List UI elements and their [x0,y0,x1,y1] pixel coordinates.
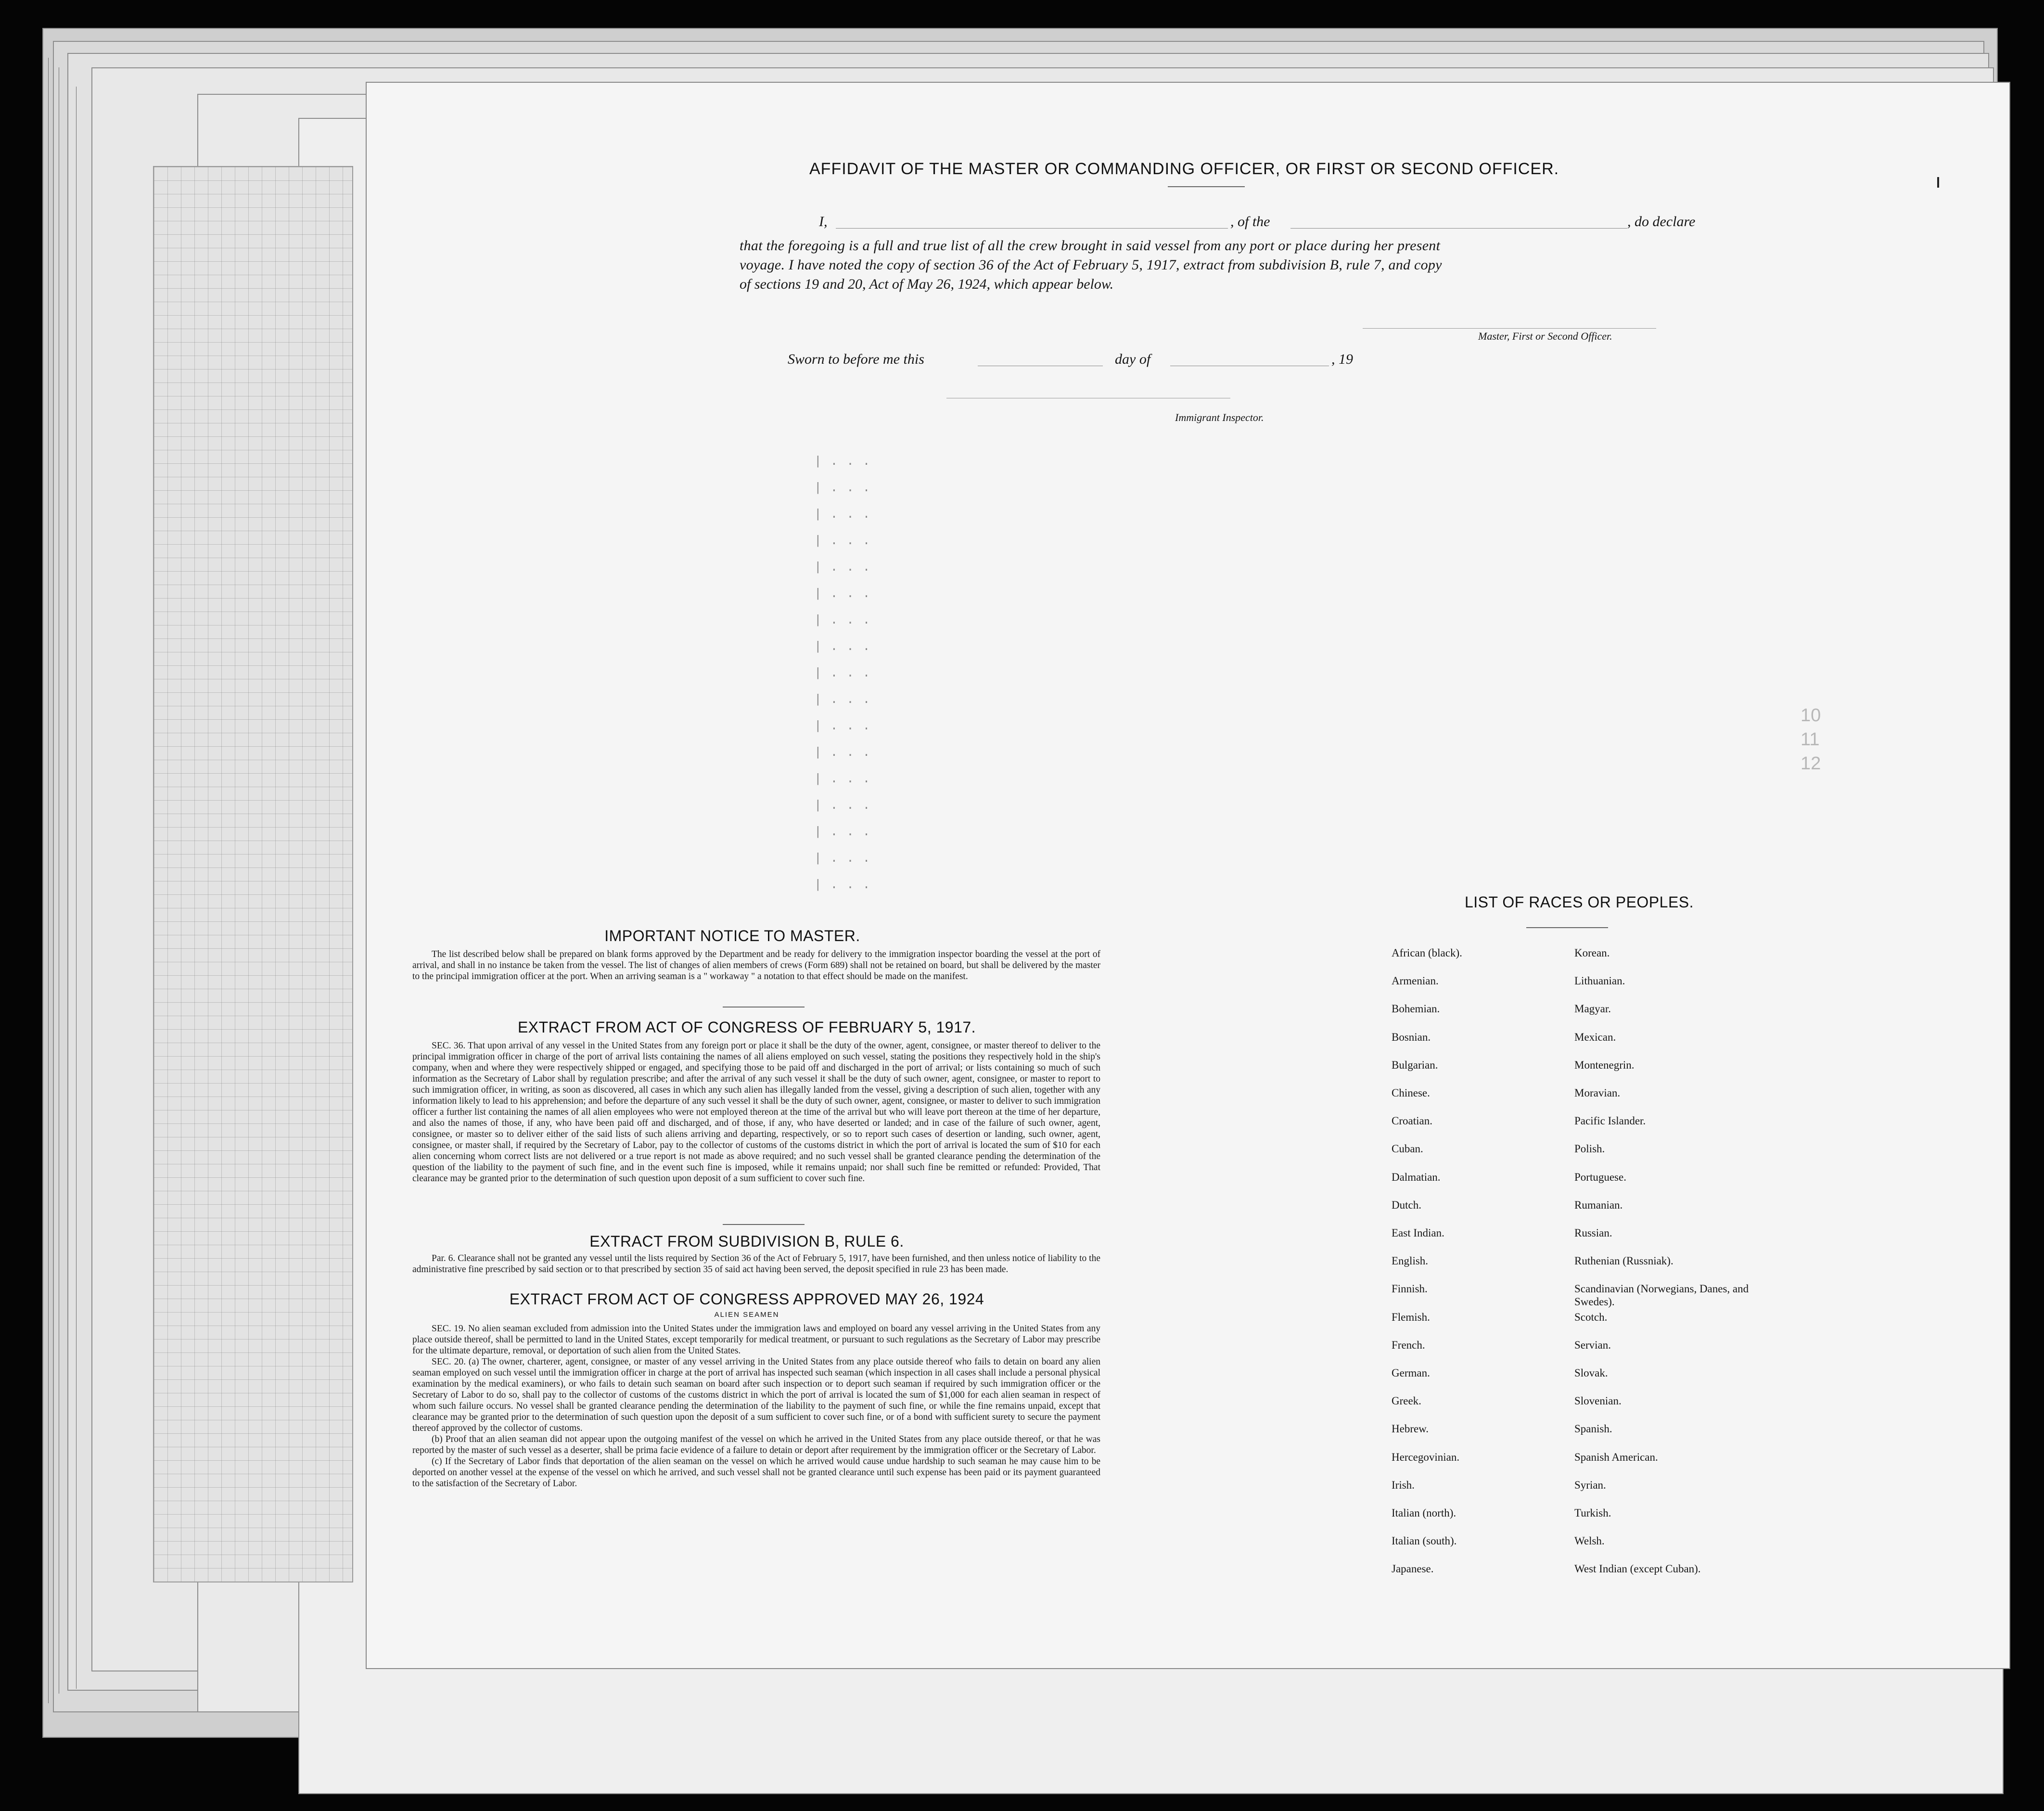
race-item: Russian. [1574,1227,1612,1239]
vessel-name-blank [1290,228,1627,229]
sworn-text: Sworn to before me this [788,351,924,367]
declarant-line-i: I, [819,214,828,230]
race-item: Cuban. [1392,1143,1423,1155]
race-item: Slovak. [1574,1367,1608,1379]
master-signature-caption: Master, First or Second Officer. [1478,330,1612,342]
notice-text [412,949,1100,982]
notice-paragraph: The list described below shall be prepared on blank forms approved by the Department and be ready for delivery to the immigration inspector boarding the vessel at the port of arrival, and shall in no instance be taken from the vessel. The list of changes of alien members of crews (Form 689) shall not be retained on board, but shall be delivered by the master to the principal immigration officer at the port. When an arriving seaman is a " workaway " a notation to that effect should be made on the manifest. [412,949,1100,982]
race-item: Hebrew. [1392,1423,1429,1435]
race-item: Spanish American. [1574,1451,1658,1463]
race-item: Scandinavian (Norwegians, Danes, and Swedes). [1574,1283,1749,1308]
declarant-line-of-the: , of the [1230,214,1270,230]
race-item: Spanish. [1574,1423,1612,1435]
race-item: English. [1392,1255,1429,1267]
race-item: African (black). [1392,947,1462,959]
section-19-paragraph: SEC. 19. No alien seaman excluded from admission into the United States under the immigration laws and employed on board any vessel arriving in the United States from any place outside thereof, shall be permitted to land in the United States, except temporarily for medical treatment, or pursuant to such regulations as the Secretary of Labor may prescribe for the ultimate departure, removal, or deportation of such alien from the United States. [412,1324,1100,1356]
race-item: German. [1392,1367,1430,1379]
notice-title: IMPORTANT NOTICE TO MASTER. [604,927,860,944]
race-item: Italian (north). [1392,1507,1456,1519]
extract-1917-rule [723,1224,805,1225]
races-title-rule [1526,927,1608,928]
subdivision-b-title: EXTRACT FROM SUBDIVISION B, RULE 6. [589,1233,904,1250]
extract-1917-title: EXTRACT FROM ACT OF CONGRESS OF FEBRUARY 5, 1917. [517,1019,976,1036]
race-item: Scotch. [1574,1311,1608,1323]
extract-1924-title: EXTRACT FROM ACT OF CONGRESS APPROVED MAY 26, 1924 [509,1290,984,1308]
crew-list-affidavit-page [366,82,2010,1669]
sworn-year: , 19 [1331,351,1353,367]
sheet-edge-1 [48,58,49,1703]
race-item: French. [1392,1339,1425,1351]
race-item: Moravian. [1574,1087,1621,1099]
race-item: Lithuanian. [1574,975,1625,987]
section-20b-paragraph: (b) Proof that an alien seaman did not appear upon the outgoing manifest of the vessel on which he arrived in the United States from any place outside thereof, or that he was reported by the master of such vessel as a deserter, shall be prima facie evidence of a failure to detain or deport after requirement by the immigration officer or the Secretary of Labor. [412,1434,1100,1455]
ink-mark [1937,177,1939,188]
race-item: Welsh. [1574,1535,1605,1547]
race-item: Hercegovinian. [1392,1451,1460,1463]
sheet-edge-3 [76,87,77,1689]
race-item: Dalmatian. [1392,1171,1441,1183]
races-title: LIST OF RACES OR PEOPLES. [1464,893,1694,911]
race-item: Irish. [1392,1479,1415,1491]
race-item: Magyar. [1574,1003,1611,1015]
master-signature-line [1363,328,1656,329]
race-item: Armenian. [1392,975,1439,987]
affidavit-title: AFFIDAVIT OF THE MASTER OR COMMANDING OFFICER, OR FIRST OR SECOND OFFICER. [809,160,1559,178]
race-item: Korean. [1574,947,1610,959]
inspector-caption: Immigrant Inspector. [1175,411,1264,423]
race-item: Turkish. [1574,1507,1611,1519]
race-item: Dutch. [1392,1199,1421,1211]
section-20c-paragraph: (c) If the Secretary of Labor finds that deportation of the alien seaman on the vessel on which he arrived would cause undue hardship to such seaman he may cause him to be deported on another vessel at the expense of the vessel on which he arrived, and such vessel shall not be granted clearance until such expense has been paid or its payment guaranteed to the satisfaction of the Secretary of Labor. [412,1456,1100,1489]
bleed-through-row-numbers: 10 11 12 [1801,705,1821,774]
section-36-paragraph: SEC. 36. That upon arrival of any vessel in the United States from any foreign port or place it shall be the duty of the owner, agent, consignee, or master thereof to deliver to the principal immigration officer in charge of the port of arrival lists containing the names of all aliens employed on such vessel, stating the positions they respectively hold in the ship's company, when and where they were respectively shipped or engaged, and specifying those to be paid off and discharged in the port of arrival; or lists containing so much of such information as the Secretary of Labor shall by regulation prescribe; and after the arrival of any such vessel it shall be the duty of such owner, agent, consignee, or master to report to such immigration officer, in writing, as soon as discovered, all cases in which any such alien has illegally landed from the vessel, giving a description of such alien, together with any information likely to lead to his apprehension; and before the departure of any such vessel it shall be the duty of such owner, agent, consignee, or master to deliver to such immigration officer a further list containing the names of all alien employees who were not employed thereon at the time of the arrival but who will leave port thereon at the time of her departure, and also the names of those, if any, who have been paid off and discharged, and of those, if any, who have deserted or landed; and in case of the failure of such owner, agent, consignee, or master so to deliver either of the said lists of such aliens arriving and departing, respectively, or so to report such cases of desertion or landing, such owner, agent, consignee, or master shall, if required by the Secretary of Labor, pay to the collector of customs of the customs district in which the port of arrival is located the sum of $10 for each alien concerning whom correct lists are not delivered or a true report is not made as above required; and no such vessel shall be granted clearance pending the determination of the question of the liability to the payment of such fine, and in the event such fine is imposed, while it remains unpaid; nor shall such fine be remitted or refunded: Provided, That clearance may be granted prior to the determination of such question upon deposit of a sum sufficient to cover such fine. [412,1041,1100,1184]
race-item: Japanese. [1392,1563,1434,1575]
race-item: Italian (south). [1392,1535,1457,1547]
sworn-day-of: day of [1115,351,1151,367]
race-item: Syrian. [1574,1479,1606,1491]
race-item: Greek. [1392,1395,1421,1407]
race-item: Croatian. [1392,1115,1432,1127]
affidavit-title-rule [1168,186,1245,187]
bleed-through-column-marks: |... |... |... |... |... |... |... |... |... |... |... |... |... |... |... |... |... [814,454,879,892]
race-item: Ruthenian (Russniak). [1574,1255,1674,1267]
subdivision-b-text [412,1253,1100,1275]
race-item: Polish. [1574,1143,1605,1155]
race-item: Bohemian. [1392,1003,1440,1015]
race-item: West Indian (except Cuban). [1574,1563,1701,1575]
alien-seamen-subtitle: ALIEN SEAMEN [714,1311,779,1319]
graph-paper-sheet [153,166,353,1582]
race-item: East Indian. [1392,1227,1444,1239]
race-item: Finnish. [1392,1283,1428,1295]
race-item: Pacific Islander. [1574,1115,1646,1127]
affidavit-text-1: that the foregoing is a full and true list of all the crew brought in said vessel from any port or place during her present [740,238,1441,254]
race-item: Rumanian. [1574,1199,1623,1211]
extract-1917-text [412,1040,1100,1184]
rule-6-paragraph: Par. 6. Clearance shall not be granted any vessel until the lists required by Section 36 of the Act of February 5, 1917, have been furnished, and then unless notice of liability to the administrative fine prescribed by said section or to that prescribed by section 35 of said act having been served, the deposit specified in rule 23 has been made. [412,1253,1100,1275]
affidavit-text-2: voyage. I have noted the copy of section 36 of the Act of February 5, 1917, extract from subdivision B, rule 7, and copy [740,257,1442,273]
race-item: Bosnian. [1392,1031,1431,1043]
section-20a-paragraph: SEC. 20. (a) The owner, charterer, agent, consignee, or master of any vessel arriving in the United States from any place outside thereof who fails to detain on board any alien seaman employed on such vessel until the immigration officer in charge at the port of arrival has inspected such seaman (which inspection in all cases shall include a personal physical examination by the medical examiners), or who fails to detain such seaman on board after such inspection or to deport such seaman if required by such immigration officer or the Secretary of Labor to do so, shall pay to the collector of customs of the customs district in which the port of arrival is located the sum of $1,000 for each alien seaman in respect of whom such failure occurs. No vessel shall be granted clearance pending the determination of the liability to the payment of such fine, or while the fine remains unpaid, except that clearance may be granted prior to the determination of such question upon the deposit of a sum sufficient to cover such fine, or of a bond with sufficient surety to secure the payment thereof approved by the collector of customs. [412,1357,1100,1433]
race-item: Flemish. [1392,1311,1430,1323]
race-item: Slovenian. [1574,1395,1622,1407]
declarant-line-declare: , do declare [1627,214,1696,230]
race-item: Servian. [1574,1339,1611,1351]
race-item: Montenegrin. [1574,1059,1635,1071]
affidavit-text-3: of sections 19 and 20, Act of May 26, 1924, which appear below. [740,276,1114,292]
race-item: Portuguese. [1574,1171,1626,1183]
extract-1924-text [412,1323,1100,1489]
race-item: Bulgarian. [1392,1059,1438,1071]
race-item: Mexican. [1574,1031,1616,1043]
race-item: Chinese. [1392,1087,1430,1099]
notice-rule [723,1007,805,1008]
declarant-name-blank [836,228,1228,229]
